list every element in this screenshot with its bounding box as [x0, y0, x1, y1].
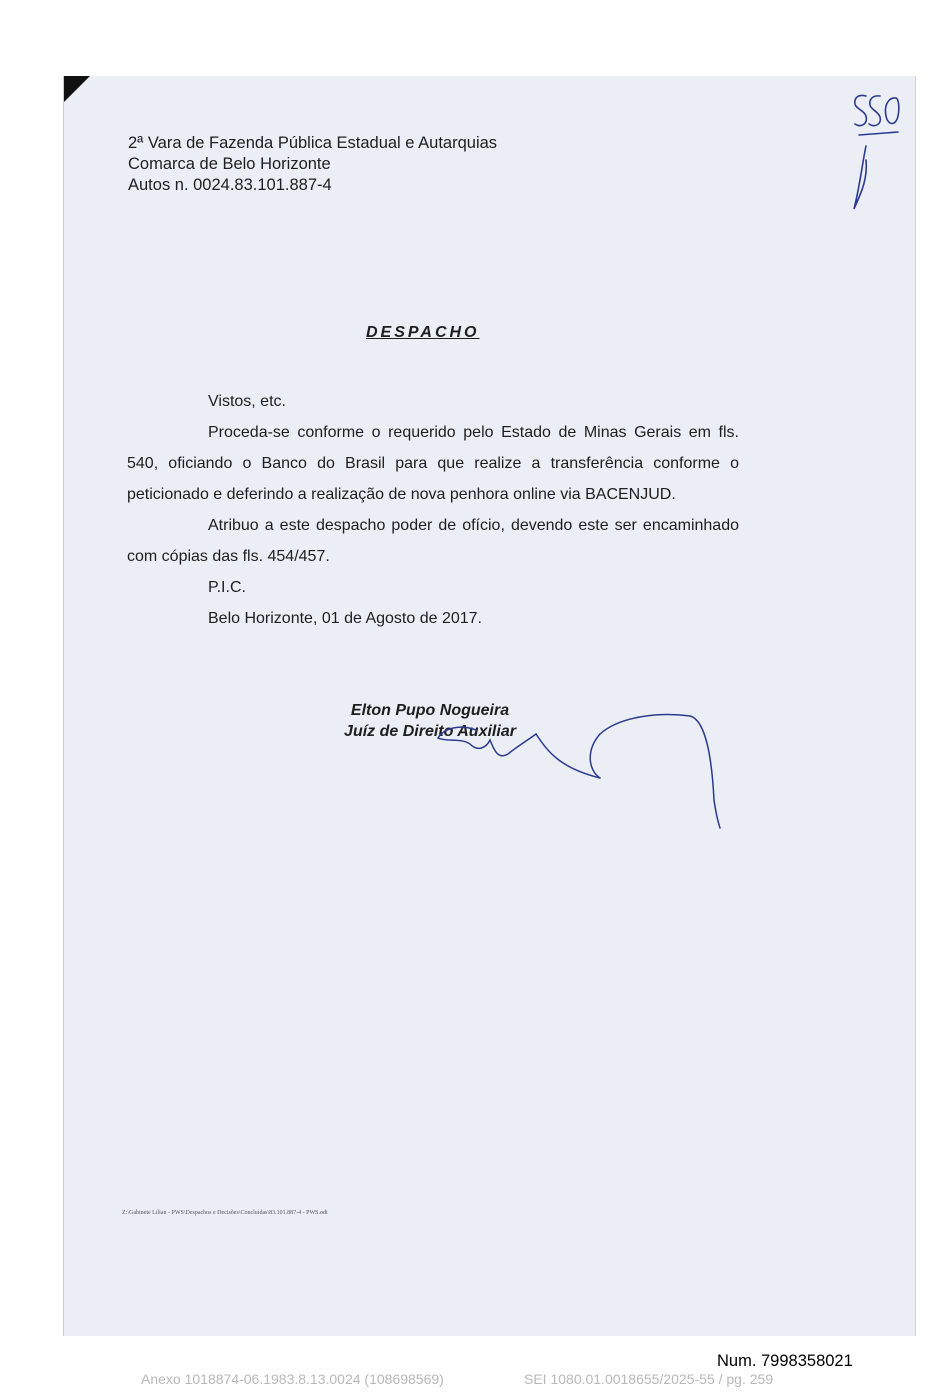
paragraph-date: Belo Horizonte, 01 de Agosto de 2017.: [208, 610, 482, 627]
signatory-name: Elton Pupo Nogueira: [350, 702, 510, 719]
paragraph-atribuo: Atribuo a este despacho poder de ofício, devendo este ser encaminhado com cópias das fls. 454/457.: [127, 517, 739, 565]
signature: [438, 715, 720, 828]
sei-reference: SEI 1080.01.0018655/2025-55 / pg. 259: [524, 1371, 774, 1387]
file-path-footer: Z:\Gabinete Lilian - PWS\Despachos e Decisões\Concluídas\83.101.887-4 - PWS.odt: [122, 1210, 328, 1216]
anexo-reference: Anexo 1018874-06.1983.8.13.0024 (108698569): [141, 1371, 444, 1387]
document-number: Num. 7998358021: [717, 1352, 853, 1370]
court-name: 2ª Vara de Fazenda Pública Estadual e Autarquias: [128, 134, 498, 152]
paragraph-proceda: Proceda-se conforme o requerido pelo Estado de Minas Gerais em fls. 540, oficiando o Banco do Brasil para que realize a transferência conforme o peticionado e deferindo a realização de nova penhora online via BACENJUD.: [127, 424, 739, 503]
case-number: Autos n. 0024.83.101.887-4: [128, 176, 332, 194]
paragraph-vistos: Vistos, etc.: [208, 393, 286, 410]
document-title: DESPACHO: [366, 324, 480, 341]
handwritten-page-number: [854, 95, 899, 209]
paragraph-pic: P.I.C.: [208, 579, 246, 596]
comarca: Comarca de Belo Horizonte: [128, 155, 331, 173]
signatory-role: Juíz de Direito Auxiliar: [344, 723, 516, 740]
